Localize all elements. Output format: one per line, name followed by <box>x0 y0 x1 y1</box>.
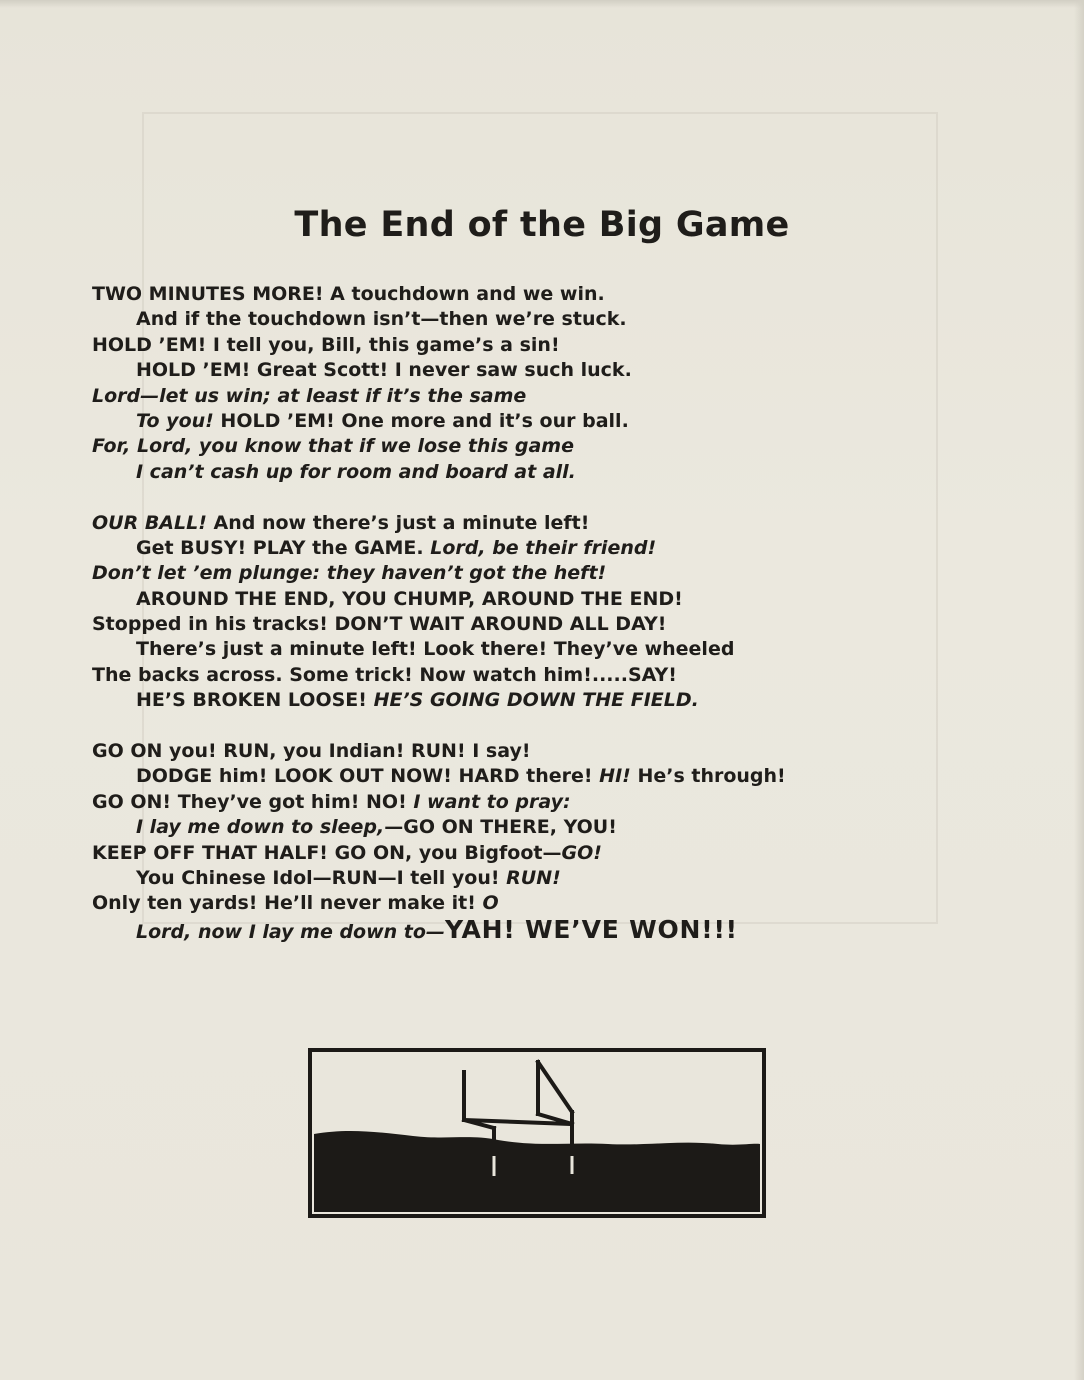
poem-line: OUR BALL! And now there’s just a minute left! <box>92 511 590 534</box>
poem-line: HE’S BROKEN LOOSE! HE’S GOING DOWN THE FIELD. <box>136 689 699 712</box>
poem-line: GO ON you! RUN, you Indian! RUN! I say! <box>92 740 531 763</box>
poem-line: Only ten yards! He’ll never make it! O <box>92 892 499 915</box>
poem-line: AROUND THE END, YOU CHUMP, AROUND THE END! <box>136 587 683 610</box>
poem-line: Lord, now I lay me down to—YAH! WE’VE WON!!! <box>136 914 738 944</box>
poem-line: There’s just a minute left! Look there! They’ve wheeled <box>136 638 735 661</box>
stanza-2 <box>92 511 1052 714</box>
poem-line: To you! HOLD ’EM! One more and it’s our ball. <box>136 409 629 432</box>
stanza-break <box>92 485 1052 510</box>
poem-line: GO ON! They’ve got him! NO! I want to pray: <box>92 790 571 813</box>
poem-line: HOLD ’EM! Great Scott! I never saw such luck. <box>136 359 632 382</box>
football-goalpost-woodcut-icon <box>308 1048 766 1218</box>
page-edge-top <box>0 0 1084 8</box>
stanza-3 <box>92 739 1052 942</box>
poem-title: The End of the Big Game <box>294 205 790 245</box>
poem-line: TWO MINUTES MORE! A touchdown and we win. <box>92 283 605 305</box>
poem-line: Get BUSY! PLAY the GAME. Lord, be their friend! <box>136 536 657 559</box>
poem-line: Stopped in his tracks! DON’T WAIT AROUND ALL DAY! <box>92 613 667 636</box>
poem-line: Lord—let us win; at least if it’s the same <box>92 384 527 407</box>
poem-line: Don’t let ’em plunge: they haven’t got the heft! <box>92 562 607 585</box>
poem-body <box>92 282 1052 942</box>
poem-line: The backs across. Some trick! Now watch him!.....SAY! <box>92 663 677 686</box>
poem-line: KEEP OFF THAT HALF! GO ON, you Bigfoot—GO! <box>92 841 602 864</box>
stanza-break <box>92 714 1052 739</box>
poem-line: I lay me down to sleep,—GO ON THERE, YOU! <box>136 816 617 839</box>
poem-line: I can’t cash up for room and board at all. <box>136 460 576 483</box>
poem-line: For, Lord, you know that if we lose this game <box>92 435 574 458</box>
poem-line: HOLD ’EM! I tell you, Bill, this game’s a sin! <box>92 333 560 356</box>
stanza-1 <box>92 282 1052 485</box>
poem-line: You Chinese Idol—RUN—I tell you! RUN! <box>136 866 561 889</box>
poem-line: And if the touchdown isn’t—then we’re stuck. <box>136 308 627 331</box>
poem-line: DODGE him! LOOK OUT NOW! HARD there! HI! He’s through! <box>136 765 786 788</box>
